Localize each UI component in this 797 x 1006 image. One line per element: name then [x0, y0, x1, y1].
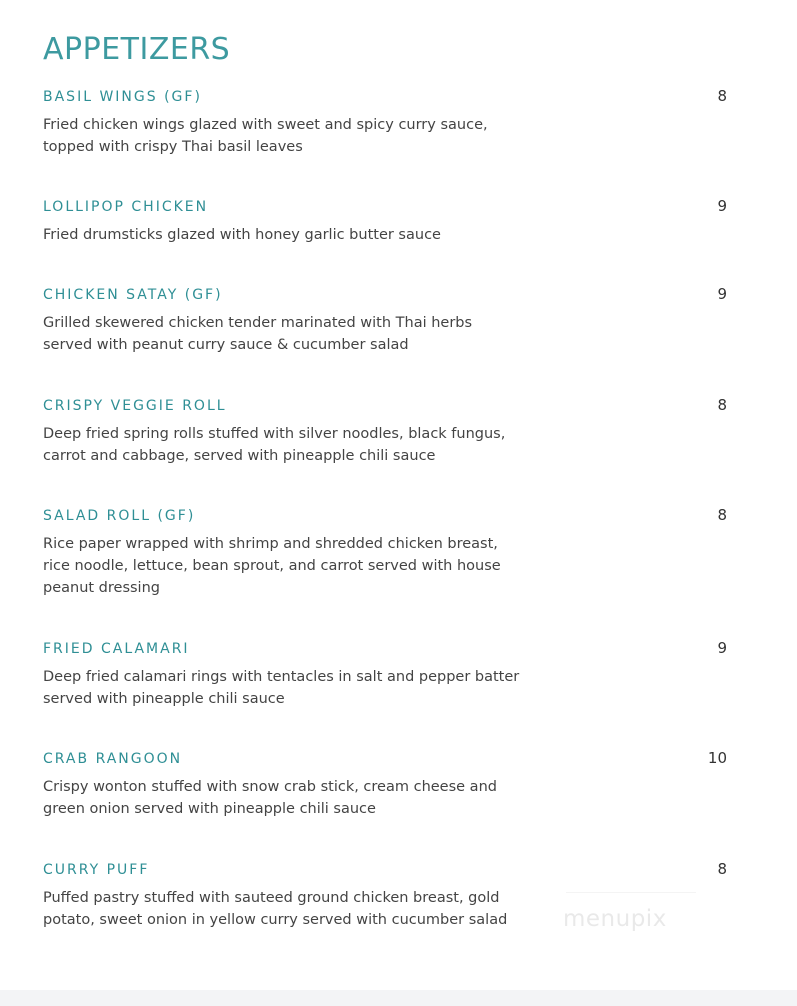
- item-description: [43, 224, 563, 246]
- item-description-line: Rice paper wrapped with shrimp and shredded chicken breast,: [43, 536, 498, 552]
- item-name: CHICKEN SATAY (GF): [43, 287, 223, 303]
- item-price: 9: [717, 197, 727, 215]
- item-description-line: Deep fried spring rolls stuffed with silver noodles, black fungus,: [43, 426, 506, 442]
- item-name: CRAB RANGOON: [43, 751, 183, 767]
- item-price: 8: [717, 396, 727, 414]
- item-name: BASIL WINGS (GF): [43, 89, 202, 105]
- item-description-line: Fried chicken wings glazed with sweet and spicy curry sauce,: [43, 117, 488, 133]
- item-description-line: Fried drumsticks glazed with honey garlic butter sauce: [43, 227, 441, 243]
- item-price: 8: [717, 860, 727, 878]
- item-description: [43, 776, 563, 820]
- item-price: 9: [717, 285, 727, 303]
- watermark-rule: [566, 892, 696, 899]
- item-description-line: rice noodle, lettuce, bean sprout, and carrot served with house: [43, 558, 501, 574]
- item-name: SALAD ROLL (GF): [43, 508, 196, 524]
- item-price: 10: [707, 749, 727, 767]
- item-name: FRIED CALAMARI: [43, 641, 190, 657]
- item-description: [43, 423, 563, 467]
- item-description-line: Grilled skewered chicken tender marinated with Thai herbs: [43, 315, 473, 331]
- item-description-line: potato, sweet onion in yellow curry served with cucumber salad: [43, 912, 508, 928]
- item-name: LOLLIPOP CHICKEN: [43, 199, 209, 215]
- item-description-line: served with pineapple chili sauce: [43, 691, 285, 707]
- item-description: [43, 533, 563, 599]
- section-title: APPETIZERS: [43, 32, 231, 67]
- page-bottom-edge: [0, 990, 797, 1006]
- item-description-line: Deep fried calamari rings with tentacles in salt and pepper batter: [43, 669, 520, 685]
- item-description-line: Puffed pastry stuffed with sauteed ground chicken breast, gold: [43, 890, 500, 906]
- item-description-line: peanut dressing: [43, 580, 160, 596]
- item-description-line: served with peanut curry sauce & cucumber salad: [43, 337, 409, 353]
- item-name: CRISPY VEGGIE ROLL: [43, 398, 227, 414]
- item-description-line: green onion served with pineapple chili sauce: [43, 801, 376, 817]
- item-description-line: carrot and cabbage, served with pineapple chili sauce: [43, 448, 436, 464]
- item-description-line: Crispy wonton stuffed with snow crab stick, cream cheese and: [43, 779, 497, 795]
- item-description: [43, 114, 563, 158]
- item-description: [43, 887, 563, 931]
- item-price: 8: [717, 506, 727, 524]
- item-name: CURRY PUFF: [43, 862, 150, 878]
- item-price: 8: [717, 87, 727, 105]
- watermark-logo: menupix: [563, 906, 667, 932]
- item-price: 9: [717, 639, 727, 657]
- item-description: [43, 666, 563, 710]
- item-description-line: topped with crispy Thai basil leaves: [43, 139, 303, 155]
- item-description: [43, 312, 563, 356]
